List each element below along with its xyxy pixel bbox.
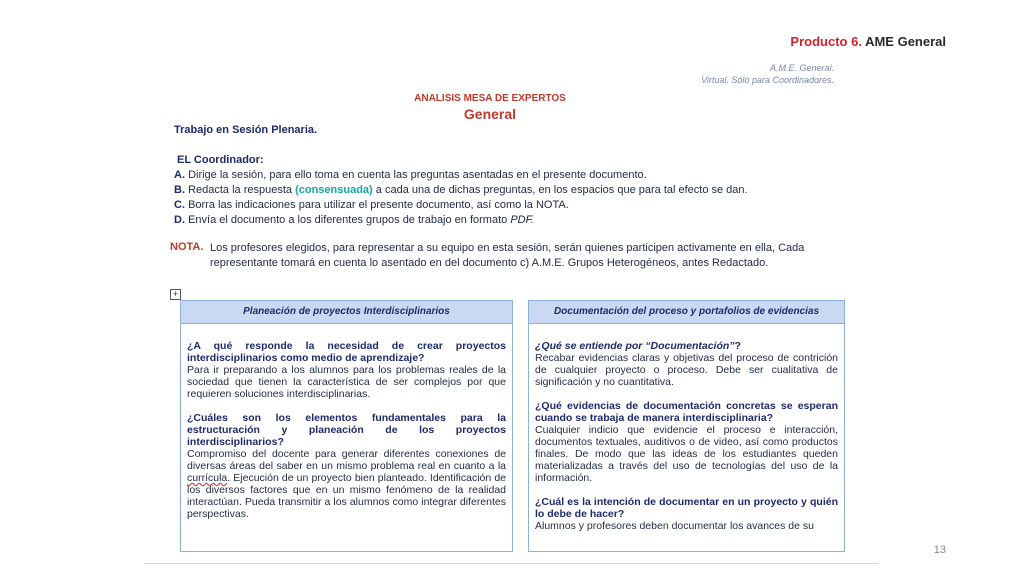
item-letter: A. bbox=[174, 169, 185, 181]
answer-text: . Ejecución de un proyecto bien planteado. Identificación de los diversos factores que en un mismo fenómeno de la realidad interactúan. Pueda transmitir a los alumnos como integrar diferentes perspectivas. bbox=[187, 472, 506, 520]
list-item bbox=[174, 183, 814, 198]
doc-title-big: General bbox=[463, 106, 517, 122]
documentation-card-header: Documentación del proceso y portafolios de evidencias bbox=[529, 301, 844, 324]
table-expand-icon[interactable]: + bbox=[170, 289, 181, 300]
question: ¿A qué responde la necesidad de crear proyectos interdisciplinarios como medio de aprendizaje? bbox=[187, 340, 506, 364]
documentation-card-body bbox=[529, 324, 844, 532]
answer: Cualquier indicio que evidencie el proceso e interacción, documentos textuales, auditivos o de video, así como productos finales. De modo que las ideas de los estudiantes queden materializadas a través del uso de tecnologías del uso de la información. bbox=[535, 424, 838, 484]
item-text: Dirige la sesión, para ello toma en cuenta las preguntas asentadas en el presente documento. bbox=[188, 169, 647, 181]
question: ¿Cuál es la intención de documentar en un proyecto y quién lo debe de hacer? bbox=[535, 496, 838, 520]
answer: Alumnos y profesores deben documentar los avances de su bbox=[535, 520, 814, 532]
planning-card bbox=[180, 300, 513, 552]
list-item bbox=[174, 168, 814, 183]
question: ¿Qué evidencias de documentación concretas se esperan cuando se trabaja de manera interdisciplinaria? bbox=[535, 400, 838, 424]
item-letter: B. bbox=[174, 184, 185, 196]
coordinator-heading: EL Coordinador: bbox=[177, 154, 264, 166]
qa-block bbox=[535, 400, 838, 484]
answer: Recabar evidencias claras y objetivas del proceso de contrición de cualquier proyecto o proceso. Debe ser cualitativa de significación y no cuantitativa. bbox=[535, 352, 838, 388]
answer bbox=[187, 448, 506, 520]
answer-text: Compromiso del docente para generar diferentes conexiones de diversas áreas del saber en un mismo problema real en cuanto a la bbox=[187, 448, 506, 472]
item-letter: D. bbox=[174, 214, 185, 226]
instruction-list bbox=[174, 168, 814, 228]
item-letter: C. bbox=[174, 199, 185, 211]
list-item bbox=[174, 198, 814, 213]
question bbox=[535, 340, 838, 352]
nota-label: NOTA. bbox=[170, 241, 204, 253]
question: ¿Cuáles son los elementos fundamentales para la estructuración y planeación de los proyectos interdisciplinarios? bbox=[187, 412, 506, 448]
meta-line-2: Virtual. Sólo para Coordinadores. bbox=[701, 75, 834, 85]
question-quoted: “Documentación” bbox=[645, 340, 735, 352]
question-text: ? bbox=[734, 340, 741, 352]
item-text: a cada una de dichas preguntas, en los espacios que para tal efecto se dan. bbox=[375, 184, 748, 196]
product-name: AME General bbox=[865, 34, 946, 49]
question-text: ¿Qué se entiende por bbox=[535, 340, 643, 352]
footer-divider bbox=[144, 563, 878, 564]
planning-card-body bbox=[181, 324, 512, 520]
documentation-card bbox=[528, 300, 845, 552]
spellcheck-word: currícula bbox=[187, 472, 228, 484]
nota-text: Los profesores elegidos, para representar a su equipo en esta sesión, serán quienes participen activamente en ella, Cada representante tomará en cuenta lo asentado en del documento c) A.M.E. Grupos Heterogéneos, antes Redactado. bbox=[210, 242, 805, 269]
qa-block bbox=[187, 412, 506, 520]
doc-title-small: ANALISIS MESA DE EXPERTOS bbox=[414, 93, 566, 104]
qa-block bbox=[187, 340, 506, 400]
product-title bbox=[790, 34, 946, 49]
session-heading: Trabajo en Sesión Plenaria. bbox=[174, 124, 318, 136]
product-label: Producto 6. bbox=[790, 34, 862, 49]
qa-block bbox=[535, 496, 838, 532]
planning-card-header: Planeación de proyectos Interdisciplinarios bbox=[181, 301, 512, 324]
list-item bbox=[174, 213, 814, 228]
item-text-italic: PDF. bbox=[510, 214, 534, 226]
header-meta bbox=[701, 62, 834, 86]
highlight-consensuada: (consensuada) bbox=[295, 184, 373, 196]
item-text: Redacta la respuesta bbox=[188, 184, 293, 196]
page-number: 13 bbox=[933, 544, 946, 556]
meta-line-1: A.M.E. General. bbox=[769, 63, 834, 73]
item-text: Envía el documento a los diferentes grupos de trabajo en formato bbox=[188, 214, 508, 226]
item-text: Borra las indicaciones para utilizar el presente documento, así como la NOTA. bbox=[188, 199, 569, 211]
qa-block bbox=[535, 340, 838, 388]
answer: Para ir preparando a los alumnos para los problemas reales de la sociedad que tienen la característica de ser complejos por que requieren soluciones interdisciplinarias. bbox=[187, 364, 506, 400]
